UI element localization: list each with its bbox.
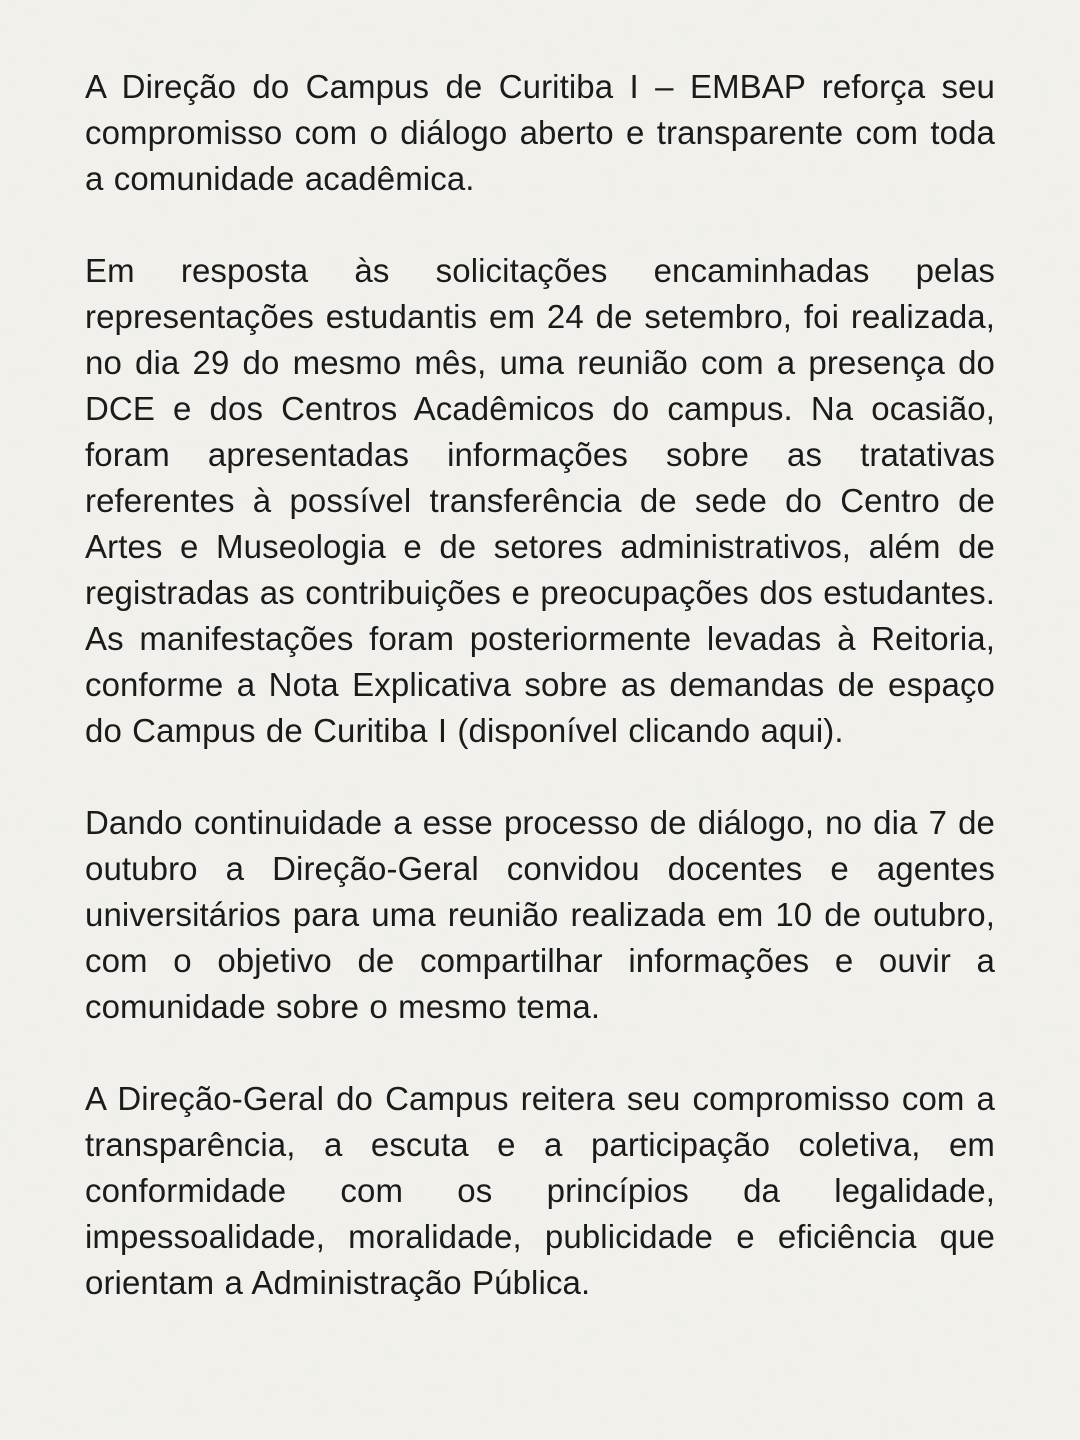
body-paragraph-3: Dando continuidade a esse processo de diálogo, no dia 7 de outubro a Direção-Geral convidou docentes e agentes universitários para uma reunião realizada em 10 de outubro, com o objetivo de compartilhar informações e ouvir a comunidade sobre o mesmo tema. xyxy=(85,804,995,1025)
body-paragraph-1: A Direção do Campus de Curitiba I – EMBAP reforça seu compromisso com o diálogo aberto e transparente com toda a comunidade acadêmica. xyxy=(85,68,995,197)
body-paragraph-4: A Direção-Geral do Campus reitera seu compromisso com a transparência, a escuta e a participação coletiva, em conformidade com os princípios da legalidade, impessoalidade, moralidade, publicidade e eficiência que orientam a Administração Pública. xyxy=(85,1080,995,1301)
body-paragraph-2: Em resposta às solicitações encaminhadas pelas representações estudantis em 24 de setembro, foi realizada, no dia 29 do mesmo mês, uma reunião com a presença do DCE e dos Centros Acadêmicos do campus. Na ocasião, foram apresentadas informações sobre as tratativas referentes à possível transferência de sede do Centro de Artes e Museologia e de setores administrativos, além de registradas as contribuições e preocupações dos estudantes. As manifestações foram posteriormente levadas à Reitoria, conforme a Nota Explicativa sobre as demandas de espaço do Campus de Curitiba I (disponível clicando aqui). xyxy=(85,252,995,749)
